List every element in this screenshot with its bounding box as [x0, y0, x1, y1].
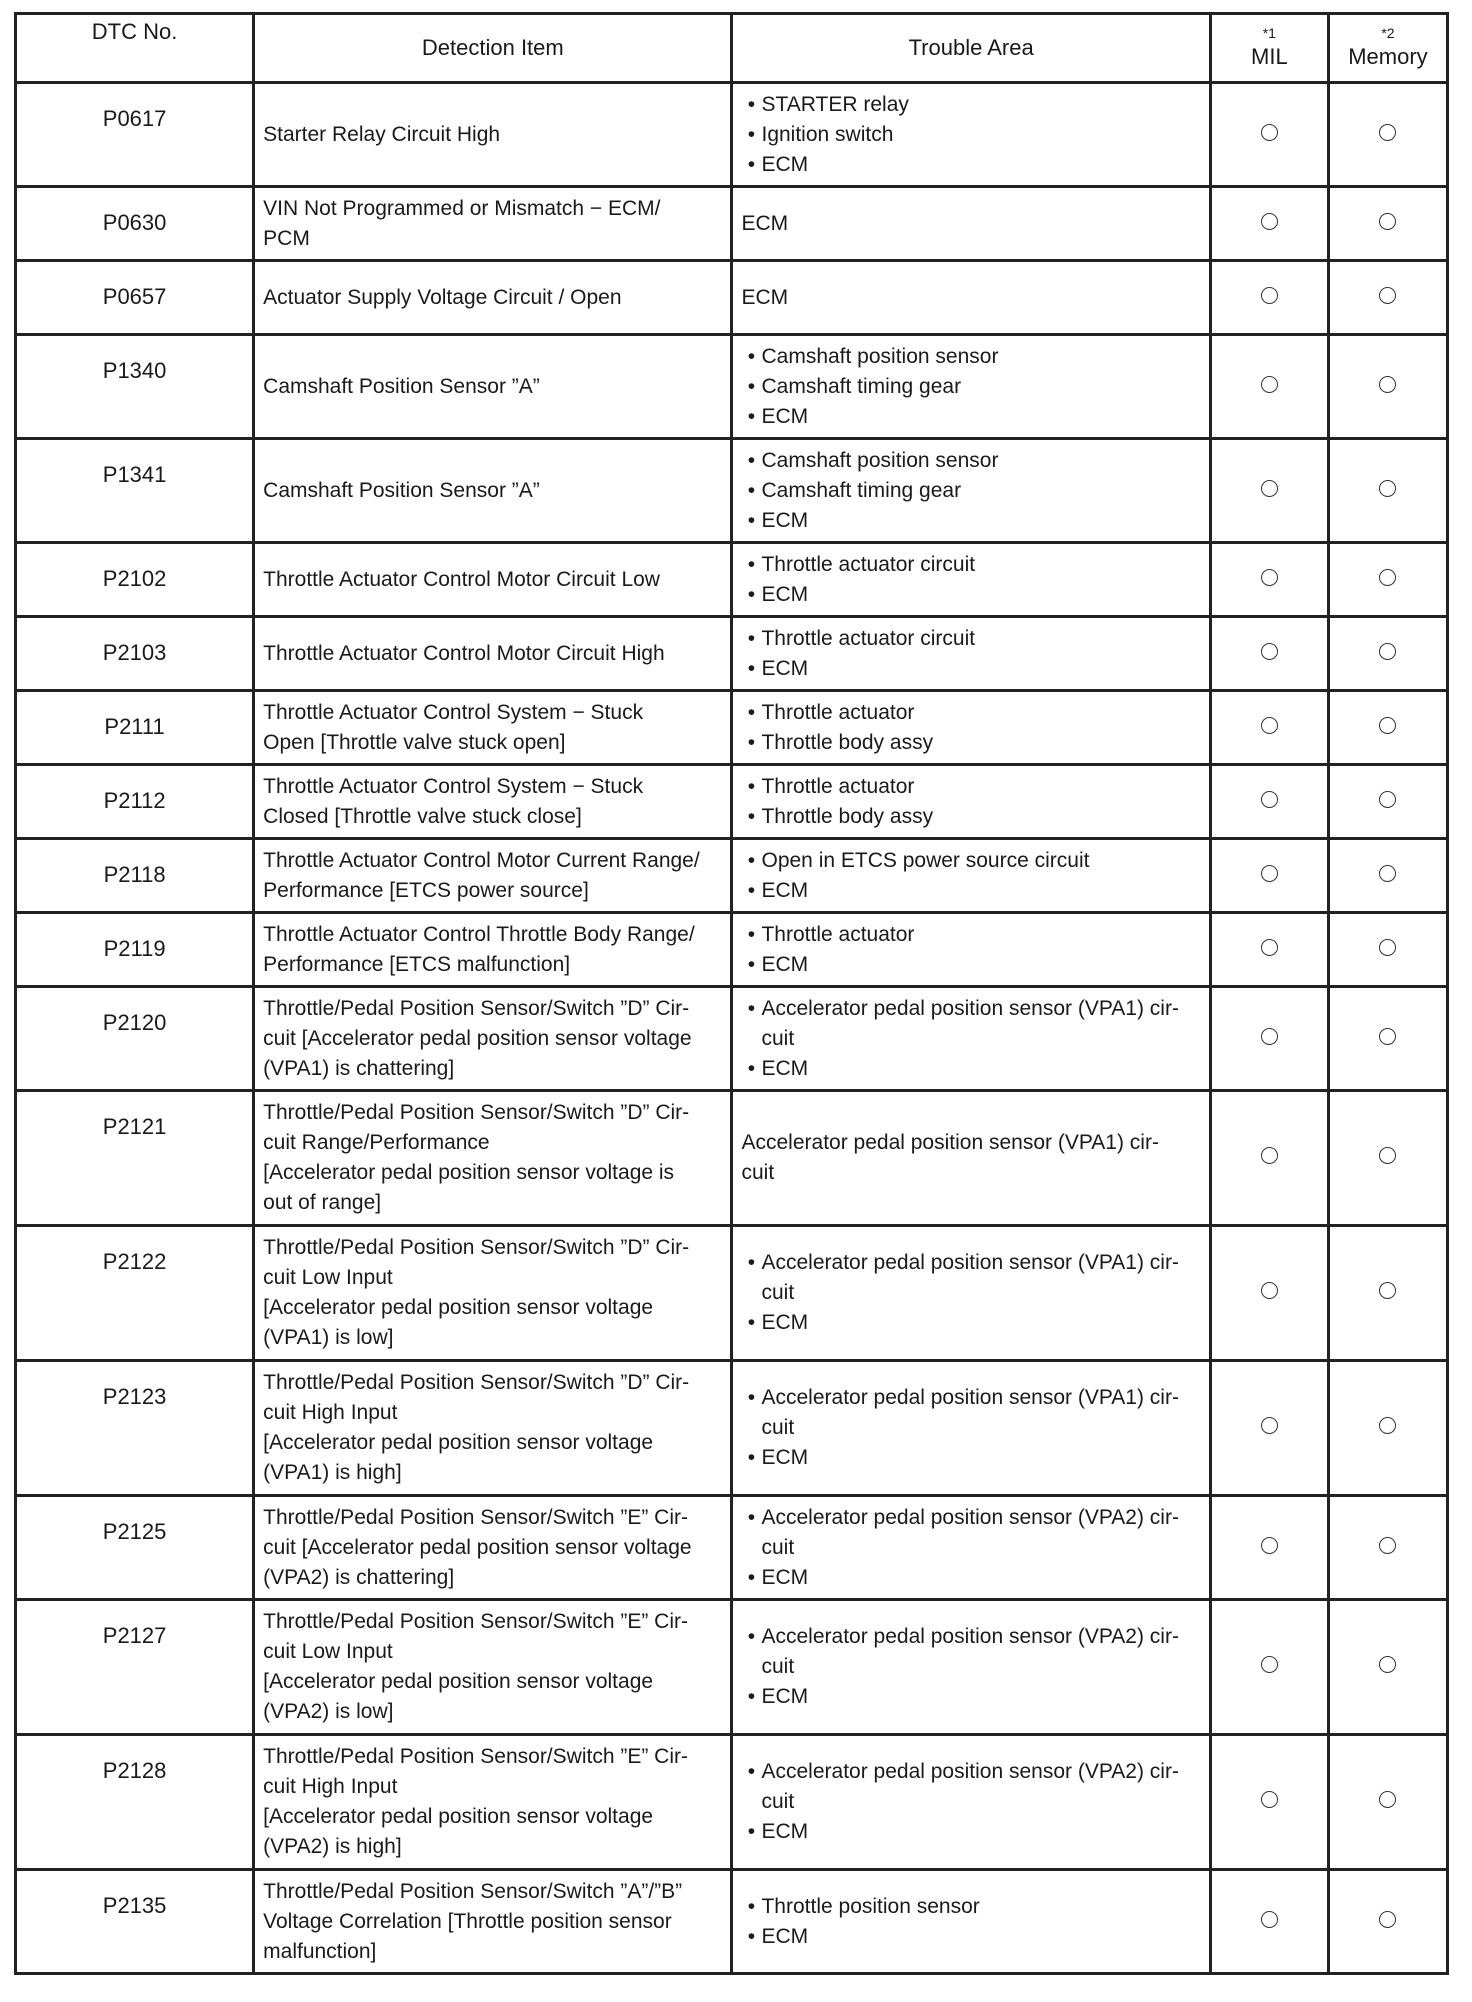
mil-cell — [1210, 1361, 1328, 1496]
table-row — [16, 1091, 1448, 1226]
memory-circle-icon — [1379, 1417, 1396, 1434]
trouble-area-cell — [732, 187, 1210, 261]
mil-cell — [1210, 1735, 1328, 1870]
detection-item-line: Throttle/Pedal Position Sensor/Switch ”D” Cir- — [263, 996, 690, 1020]
detection-item-line: cuit Range/Performance — [263, 1131, 490, 1154]
dtc-code-cell: P2121 — [16, 1091, 254, 1226]
detection-item-cell — [254, 335, 732, 439]
mil-cell — [1210, 691, 1328, 765]
memory-circle-icon — [1379, 213, 1396, 230]
detection-item-line: Open [Throttle valve stuck open] — [263, 730, 566, 754]
trouble-area-bullet: • ECM — [741, 1443, 1200, 1473]
dtc-code-cell: P2111 — [16, 691, 254, 765]
mil-circle-icon — [1261, 1537, 1278, 1554]
trouble-area-cell — [732, 691, 1210, 765]
mil-circle-icon — [1261, 1282, 1278, 1299]
trouble-area-cell — [732, 1870, 1210, 1974]
dtc-code-cell: P2125 — [16, 1496, 254, 1600]
table-row — [16, 261, 1448, 335]
mil-circle-icon — [1261, 1656, 1278, 1673]
table-row — [16, 1870, 1448, 1974]
dtc-code-cell: P1340 — [16, 335, 254, 439]
header-memory-label: Memory — [1348, 44, 1428, 69]
trouble-area-bullet: • Camshaft position sensor — [741, 446, 1200, 476]
detection-item-line: cuit High Input — [263, 1401, 398, 1424]
header-memory — [1328, 14, 1447, 83]
dtc-code-cell: P2122 — [16, 1226, 254, 1361]
detection-item-cell — [254, 913, 732, 987]
trouble-area-line: ECM — [741, 285, 789, 309]
mil-circle-icon — [1261, 1791, 1278, 1808]
memory-cell — [1328, 913, 1447, 987]
memory-cell — [1328, 1091, 1447, 1226]
detection-item-line: [Accelerator pedal position sensor voltage — [263, 1296, 654, 1319]
memory-circle-icon — [1379, 1282, 1396, 1299]
trouble-area-cell — [732, 839, 1210, 913]
memory-circle-icon — [1379, 1028, 1396, 1045]
header-row — [16, 14, 1448, 83]
memory-cell — [1328, 839, 1447, 913]
memory-cell — [1328, 1735, 1447, 1870]
mil-circle-icon — [1261, 717, 1278, 734]
table-row — [16, 335, 1448, 439]
mil-cell — [1210, 439, 1328, 543]
mil-cell — [1210, 1226, 1328, 1361]
memory-cell — [1328, 83, 1447, 187]
trouble-area-cell — [732, 83, 1210, 187]
detection-item-cell — [254, 765, 732, 839]
header-detection-item: Detection Item — [254, 14, 732, 83]
table-row — [16, 617, 1448, 691]
table-row — [16, 987, 1448, 1091]
detection-item-cell — [254, 1361, 732, 1496]
mil-cell — [1210, 83, 1328, 187]
detection-item-line: Throttle/Pedal Position Sensor/Switch ”E” Cir- — [263, 1610, 688, 1633]
mil-circle-icon — [1261, 1028, 1278, 1045]
mil-cell — [1210, 765, 1328, 839]
trouble-area-bullet: • ECM — [741, 1054, 1200, 1084]
memory-circle-icon — [1379, 1791, 1396, 1808]
table-row — [16, 1735, 1448, 1870]
dtc-code-cell: P2118 — [16, 839, 254, 913]
trouble-area-bullet: • ECM — [741, 150, 1200, 180]
memory-circle-icon — [1379, 1537, 1396, 1554]
detection-item-line: [Accelerator pedal position sensor voltage is — [263, 1161, 675, 1184]
dtc-code-cell: P2135 — [16, 1870, 254, 1974]
detection-item-line: (VPA1) is low] — [263, 1326, 394, 1349]
memory-cell — [1328, 987, 1447, 1091]
detection-item-line: Performance [ETCS malfunction] — [263, 952, 571, 976]
detection-item-line: Throttle/Pedal Position Sensor/Switch ”D” Cir- — [263, 1371, 690, 1394]
dtc-code-cell: P0630 — [16, 187, 254, 261]
detection-item-line: cuit Low Input — [263, 1266, 393, 1289]
memory-cell — [1328, 439, 1447, 543]
dtc-code-cell: P2120 — [16, 987, 254, 1091]
trouble-area-bullet: • ECM — [741, 580, 1200, 610]
mil-cell — [1210, 335, 1328, 439]
trouble-area-cell — [732, 1226, 1210, 1361]
trouble-area-cell — [732, 1361, 1210, 1496]
detection-item-line: [Accelerator pedal position sensor voltage — [263, 1670, 654, 1693]
trouble-area-bullet: • Accelerator pedal position sensor (VPA2) cir- cuit — [741, 1757, 1200, 1817]
header-memory-footnote: *2 — [1381, 25, 1395, 41]
trouble-area-bullet: • ECM — [741, 1308, 1200, 1338]
mil-cell — [1210, 187, 1328, 261]
trouble-area-bullet: • ECM — [741, 506, 1200, 536]
detection-item-cell — [254, 617, 732, 691]
memory-circle-icon — [1379, 865, 1396, 882]
trouble-area-bullet: • ECM — [741, 1563, 1200, 1593]
trouble-area-bullet: • Throttle actuator — [741, 772, 1200, 802]
mil-circle-icon — [1261, 939, 1278, 956]
detection-item-cell — [254, 1496, 732, 1600]
trouble-area-bullet: • ECM — [741, 1922, 1200, 1952]
dtc-table — [14, 12, 1449, 1975]
memory-circle-icon — [1379, 1911, 1396, 1928]
table-row — [16, 439, 1448, 543]
dtc-code-cell: P2119 — [16, 913, 254, 987]
detection-item-line: [Accelerator pedal position sensor voltage — [263, 1431, 654, 1454]
dtc-code-cell: P2112 — [16, 765, 254, 839]
table-row — [16, 1600, 1448, 1735]
memory-cell — [1328, 691, 1447, 765]
trouble-area-bullet: • ECM — [741, 654, 1200, 684]
memory-circle-icon — [1379, 480, 1396, 497]
trouble-area-bullet: • Throttle actuator — [741, 698, 1200, 728]
trouble-area-cell — [732, 261, 1210, 335]
mil-circle-icon — [1261, 124, 1278, 141]
trouble-area-bullet: • Camshaft timing gear — [741, 372, 1200, 402]
detection-item-line: Throttle Actuator Control Motor Circuit Low — [263, 567, 660, 591]
memory-cell — [1328, 261, 1447, 335]
trouble-area-bullet: • Throttle body assy — [741, 728, 1200, 758]
mil-circle-icon — [1261, 1417, 1278, 1434]
memory-cell — [1328, 1870, 1447, 1974]
detection-item-line: (VPA2) is chattering] — [263, 1565, 455, 1589]
detection-item-cell — [254, 987, 732, 1091]
trouble-area-bullet: • Accelerator pedal position sensor (VPA1) cir- cuit — [741, 994, 1200, 1054]
trouble-area-cell — [732, 543, 1210, 617]
table-row — [16, 691, 1448, 765]
detection-item-line: Closed [Throttle valve stuck close] — [263, 804, 582, 828]
trouble-area-line: Accelerator pedal position sensor (VPA1) cir- — [741, 1131, 1159, 1154]
memory-cell — [1328, 765, 1447, 839]
detection-item-line: out of range] — [263, 1191, 382, 1214]
detection-item-line: (VPA1) is high] — [263, 1461, 402, 1484]
dtc-code-cell: P1341 — [16, 439, 254, 543]
detection-item-line: malfunction] — [263, 1939, 377, 1963]
detection-item-line: (VPA1) is chattering] — [263, 1056, 455, 1080]
detection-item-cell — [254, 691, 732, 765]
memory-cell — [1328, 543, 1447, 617]
detection-item-line: PCM — [263, 226, 310, 250]
dtc-code-cell: P0657 — [16, 261, 254, 335]
detection-item-line: Throttle Actuator Control Motor Current Range/ — [263, 848, 700, 872]
memory-cell — [1328, 335, 1447, 439]
header-mil-footnote: *1 — [1262, 25, 1276, 41]
detection-item-cell — [254, 439, 732, 543]
dtc-code-cell: P2123 — [16, 1361, 254, 1496]
detection-item-line: Voltage Correlation [Throttle position sensor — [263, 1909, 672, 1933]
table-body — [16, 83, 1448, 1974]
detection-item-line: [Accelerator pedal position sensor voltage — [263, 1805, 654, 1828]
memory-circle-icon — [1379, 1147, 1396, 1164]
table-row — [16, 1361, 1448, 1496]
mil-cell — [1210, 1496, 1328, 1600]
mil-circle-icon — [1261, 791, 1278, 808]
table-row — [16, 1496, 1448, 1600]
trouble-area-bullet: • Accelerator pedal position sensor (VPA2) cir- cuit — [741, 1622, 1200, 1682]
detection-item-cell — [254, 543, 732, 617]
detection-item-cell — [254, 83, 732, 187]
trouble-area-cell — [732, 765, 1210, 839]
trouble-area-bullet: • STARTER relay — [741, 90, 1200, 120]
dtc-code-cell: P0617 — [16, 83, 254, 187]
trouble-area-cell — [732, 617, 1210, 691]
detection-item-line: VIN Not Programmed or Mismatch − ECM/ — [263, 196, 661, 220]
mil-circle-icon — [1261, 287, 1278, 304]
memory-cell — [1328, 1226, 1447, 1361]
detection-item-line: Starter Relay Circuit High — [263, 122, 501, 146]
memory-circle-icon — [1379, 643, 1396, 660]
detection-item-line: cuit High Input — [263, 1775, 398, 1798]
mil-circle-icon — [1261, 376, 1278, 393]
header-dtc-no: DTC No. — [16, 14, 254, 83]
table-row — [16, 1226, 1448, 1361]
detection-item-line: Throttle/Pedal Position Sensor/Switch ”E” Cir- — [263, 1745, 688, 1768]
mil-cell — [1210, 987, 1328, 1091]
mil-cell — [1210, 913, 1328, 987]
table-row — [16, 187, 1448, 261]
trouble-area-cell — [732, 1091, 1210, 1226]
trouble-area-cell — [732, 987, 1210, 1091]
detection-item-cell — [254, 1091, 732, 1226]
mil-circle-icon — [1261, 1911, 1278, 1928]
header-mil — [1210, 14, 1328, 83]
detection-item-line: Camshaft Position Sensor ”A” — [263, 374, 540, 398]
detection-item-line: Actuator Supply Voltage Circuit / Open — [263, 285, 622, 309]
detection-item-cell — [254, 261, 732, 335]
detection-item-line: Throttle Actuator Control System − Stuck — [263, 774, 644, 798]
trouble-area-bullet: • Throttle actuator circuit — [741, 624, 1200, 654]
mil-circle-icon — [1261, 569, 1278, 586]
trouble-area-bullet: • Ignition switch — [741, 120, 1200, 150]
mil-circle-icon — [1261, 865, 1278, 882]
dtc-code-cell: P2102 — [16, 543, 254, 617]
detection-item-line: Performance [ETCS power source] — [263, 878, 589, 902]
table-row — [16, 83, 1448, 187]
trouble-area-cell — [732, 1600, 1210, 1735]
trouble-area-line: cuit — [741, 1161, 775, 1184]
header-mil-label: MIL — [1251, 44, 1288, 69]
detection-item-line: Throttle/Pedal Position Sensor/Switch ”E” Cir- — [263, 1505, 688, 1529]
trouble-area-bullet: • ECM — [741, 876, 1200, 906]
mil-cell — [1210, 1600, 1328, 1735]
trouble-area-cell — [732, 439, 1210, 543]
mil-circle-icon — [1261, 1147, 1278, 1164]
detection-item-line: Throttle Actuator Control Throttle Body Range/ — [263, 922, 695, 946]
detection-item-line: Throttle/Pedal Position Sensor/Switch ”D” Cir- — [263, 1101, 690, 1124]
memory-circle-icon — [1379, 1656, 1396, 1673]
mil-circle-icon — [1261, 480, 1278, 497]
table-header — [16, 14, 1448, 83]
trouble-area-cell — [732, 913, 1210, 987]
mil-cell — [1210, 617, 1328, 691]
memory-cell — [1328, 1600, 1447, 1735]
trouble-area-bullet: • Open in ETCS power source circuit — [741, 846, 1200, 876]
trouble-area-bullet: • Accelerator pedal position sensor (VPA1) cir- cuit — [741, 1248, 1200, 1308]
detection-item-line: cuit Low Input — [263, 1640, 393, 1663]
memory-cell — [1328, 1496, 1447, 1600]
detection-item-cell — [254, 839, 732, 913]
trouble-area-bullet: • Accelerator pedal position sensor (VPA2) cir- cuit — [741, 1503, 1200, 1563]
memory-circle-icon — [1379, 939, 1396, 956]
table-row — [16, 913, 1448, 987]
dtc-code-cell: P2103 — [16, 617, 254, 691]
mil-circle-icon — [1261, 213, 1278, 230]
trouble-area-bullet: • ECM — [741, 1817, 1200, 1847]
trouble-area-bullet: • Camshaft position sensor — [741, 342, 1200, 372]
table-row — [16, 765, 1448, 839]
trouble-area-bullet: • ECM — [741, 402, 1200, 432]
mil-cell — [1210, 1870, 1328, 1974]
detection-item-line: cuit [Accelerator pedal position sensor voltage — [263, 1026, 692, 1050]
mil-cell — [1210, 839, 1328, 913]
trouble-area-cell — [732, 1735, 1210, 1870]
memory-cell — [1328, 617, 1447, 691]
detection-item-line: Throttle Actuator Control Motor Circuit High — [263, 641, 665, 665]
trouble-area-bullet: • ECM — [741, 950, 1200, 980]
memory-circle-icon — [1379, 791, 1396, 808]
memory-circle-icon — [1379, 569, 1396, 586]
table-row — [16, 839, 1448, 913]
trouble-area-cell — [732, 1496, 1210, 1600]
detection-item-line: Throttle Actuator Control System − Stuck — [263, 700, 644, 724]
mil-circle-icon — [1261, 643, 1278, 660]
detection-item-cell — [254, 187, 732, 261]
detection-item-cell — [254, 1735, 732, 1870]
memory-circle-icon — [1379, 287, 1396, 304]
trouble-area-line: ECM — [741, 211, 789, 235]
trouble-area-bullet: • Throttle actuator — [741, 920, 1200, 950]
detection-item-line: Throttle/Pedal Position Sensor/Switch ”D” Cir- — [263, 1236, 690, 1259]
memory-cell — [1328, 187, 1447, 261]
mil-cell — [1210, 543, 1328, 617]
trouble-area-bullet: • ECM — [741, 1682, 1200, 1712]
trouble-area-bullet: • Camshaft timing gear — [741, 476, 1200, 506]
detection-item-line: (VPA2) is low] — [263, 1700, 394, 1723]
memory-cell — [1328, 1361, 1447, 1496]
mil-cell — [1210, 261, 1328, 335]
detection-item-cell — [254, 1600, 732, 1735]
dtc-code-cell: P2128 — [16, 1735, 254, 1870]
memory-circle-icon — [1379, 376, 1396, 393]
trouble-area-cell — [732, 335, 1210, 439]
detection-item-cell — [254, 1870, 732, 1974]
trouble-area-bullet: • Accelerator pedal position sensor (VPA1) cir- cuit — [741, 1383, 1200, 1443]
detection-item-cell — [254, 1226, 732, 1361]
table-row — [16, 543, 1448, 617]
dtc-code-cell: P2127 — [16, 1600, 254, 1735]
detection-item-line: Camshaft Position Sensor ”A” — [263, 478, 540, 502]
trouble-area-bullet: • Throttle position sensor — [741, 1892, 1200, 1922]
detection-item-line: Throttle/Pedal Position Sensor/Switch ”A”/”B” — [263, 1879, 683, 1903]
header-trouble-area: Trouble Area — [732, 14, 1210, 83]
detection-item-line: (VPA2) is high] — [263, 1835, 402, 1858]
trouble-area-bullet: • Throttle body assy — [741, 802, 1200, 832]
trouble-area-bullet: • Throttle actuator circuit — [741, 550, 1200, 580]
memory-circle-icon — [1379, 124, 1396, 141]
mil-cell — [1210, 1091, 1328, 1226]
detection-item-line: cuit [Accelerator pedal position sensor voltage — [263, 1535, 692, 1559]
memory-circle-icon — [1379, 717, 1396, 734]
